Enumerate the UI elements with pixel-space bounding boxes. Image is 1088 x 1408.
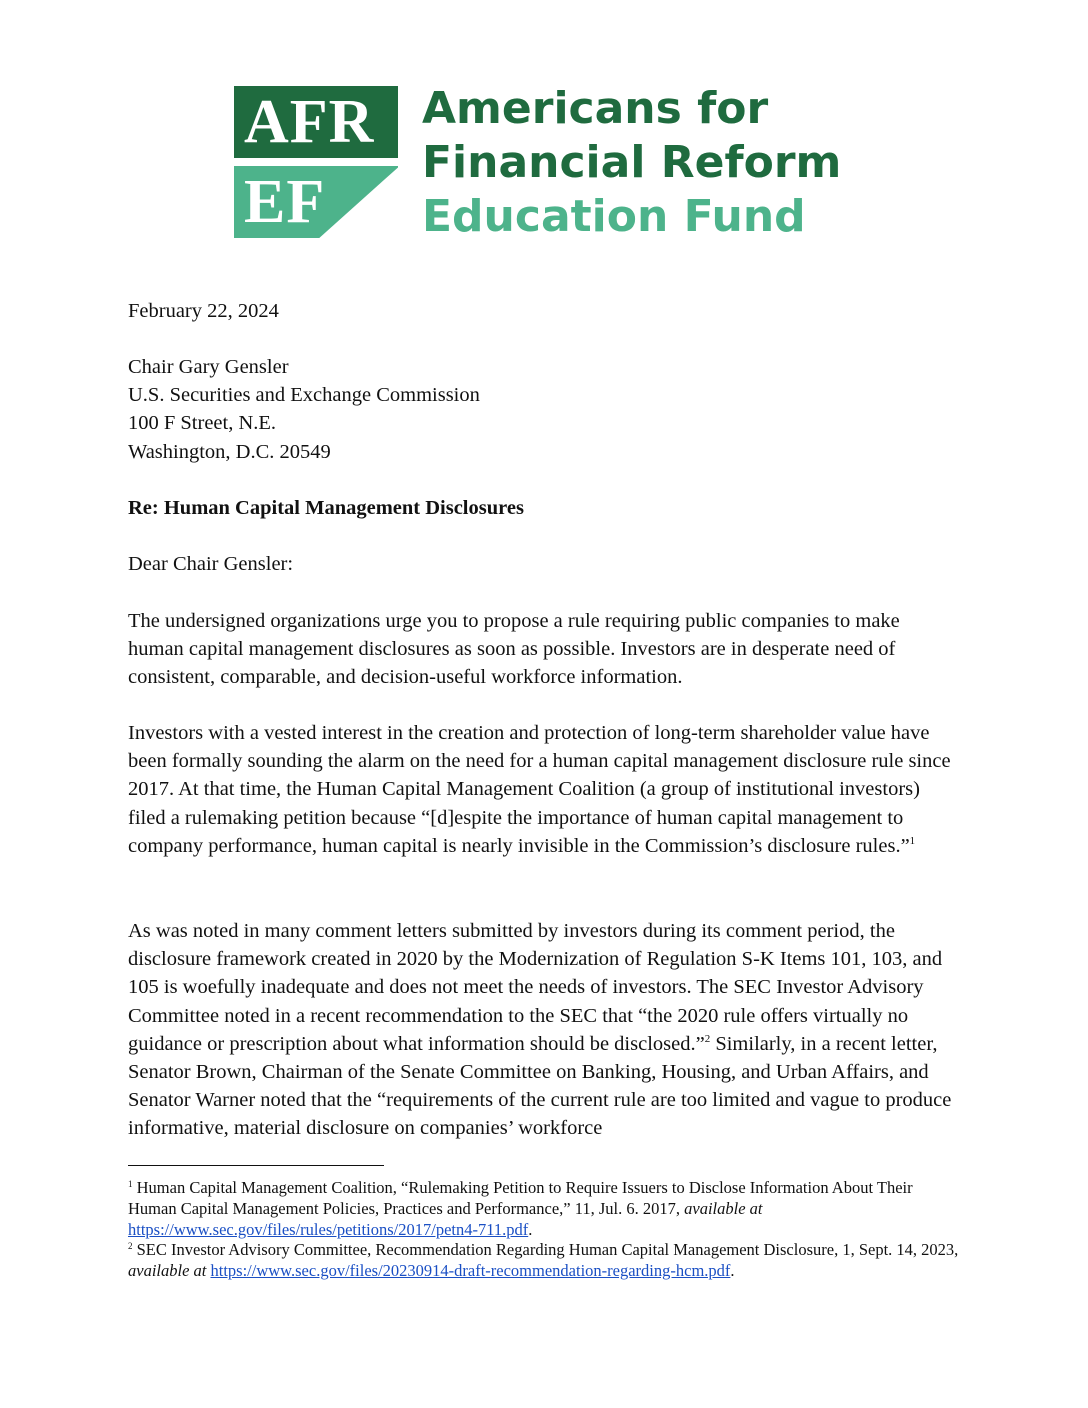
logo-line-2: Financial Reform [422,137,842,188]
logo-line-1: Americans for [422,83,769,134]
footnote-2 [128,1240,960,1282]
footnote-available-at: available at [128,1260,207,1280]
footnote-ref-1[interactable]: 1 [909,834,916,847]
subject-line: Re: Human Capital Management Disclosures [128,497,524,519]
paragraph-3-text-b: Similarly, in a recent letter, Senator Brown, Chairman of the Senate Committee on Banking, Housing, and Urban Affairs, and Senator Warner noted that the “requirements of the current rule are too limited and vague to produce informative, material disclosure on companies’ workforce [128,1032,952,1140]
logo-mark-top [234,86,398,158]
footnote-divider [128,1165,384,1166]
footnote-link[interactable]: https://www.sec.gov/files/20230914-draft-recommendation-regarding-hcm.pdf [210,1260,731,1280]
afr-logo [234,83,854,242]
footnote-end: . [730,1260,735,1280]
address-line: Chair Gary Gensler [128,356,289,378]
footnote-1 [128,1178,960,1240]
logo-line-3: Education Fund [422,191,806,242]
recipient-address [128,353,960,466]
address-line: 100 F Street, N.E. [128,412,277,435]
footnote-end: . [528,1219,533,1239]
footnote-available-at: available at [684,1198,763,1218]
paragraph-3 [128,917,960,1143]
paragraph-3-text-a: As was noted in many comment letters submitted by investors during its comment period, the disclosure framework created in 2020 by the Modernization of Regulation S-K Items 101, 103, and 105 is woefully inadequate and does not meet the needs of investors. The SEC Investor Advisory Committee noted in a recent recommendation to the SEC that “the 2020 rule offers virtually no guidance or prescription about what information should be disclosed.” [128,920,943,1055]
footnote-number: 2 [128,1241,133,1251]
footnote-link[interactable]: https://www.sec.gov/files/rules/petitions/2017/petn4-711.pdf [128,1219,529,1239]
letter-date: February 22, 2024 [128,300,279,322]
logo-mark-ef: EF [244,168,326,236]
address-line: Washington, D.C. 20549 [128,440,331,463]
footnote-ref-2[interactable]: 2 [704,1032,711,1045]
footnote-text: SEC Investor Advisory Committee, Recommendation Regarding Human Capital Management Disclosure, 1, Sept. 14, 2023, [132,1240,959,1259]
paragraph-2 [128,719,960,860]
footnote-number: 1 [128,1179,133,1189]
logo-mark-afr: AFR [244,88,375,156]
address-line: U.S. Securities and Exchange Commission [128,384,480,407]
salutation: Dear Chair Gensler: [128,553,294,575]
paragraph-2-text: Investors with a vested interest in the creation and protection of long-term shareholder value have been formally sounding the alarm on the need for a human capital management disclosure rule since 2017. At that time, the Human Capital Management Coalition (a group of institutional investors) filed a rulemaking petition because “[d]espite the importance of human capital management to company performance, human capital is nearly invisible in the Commission’s disclosure rules.” [128,722,951,857]
paragraph-1: The undersigned organizations urge you to propose a rule requiring public companies to make human capital management disclosures as soon as possible. Investors are in desperate need of consistent, comparable, and decision-useful workforce information. [128,610,900,689]
footnote-text: Human Capital Management Coalition, “Rulemaking Petition to Require Issuers to Disclose Information About Their Human Capital Management Policies, Practices and Performance,” 11, Jul. 6. 2017, [128,1178,913,1218]
